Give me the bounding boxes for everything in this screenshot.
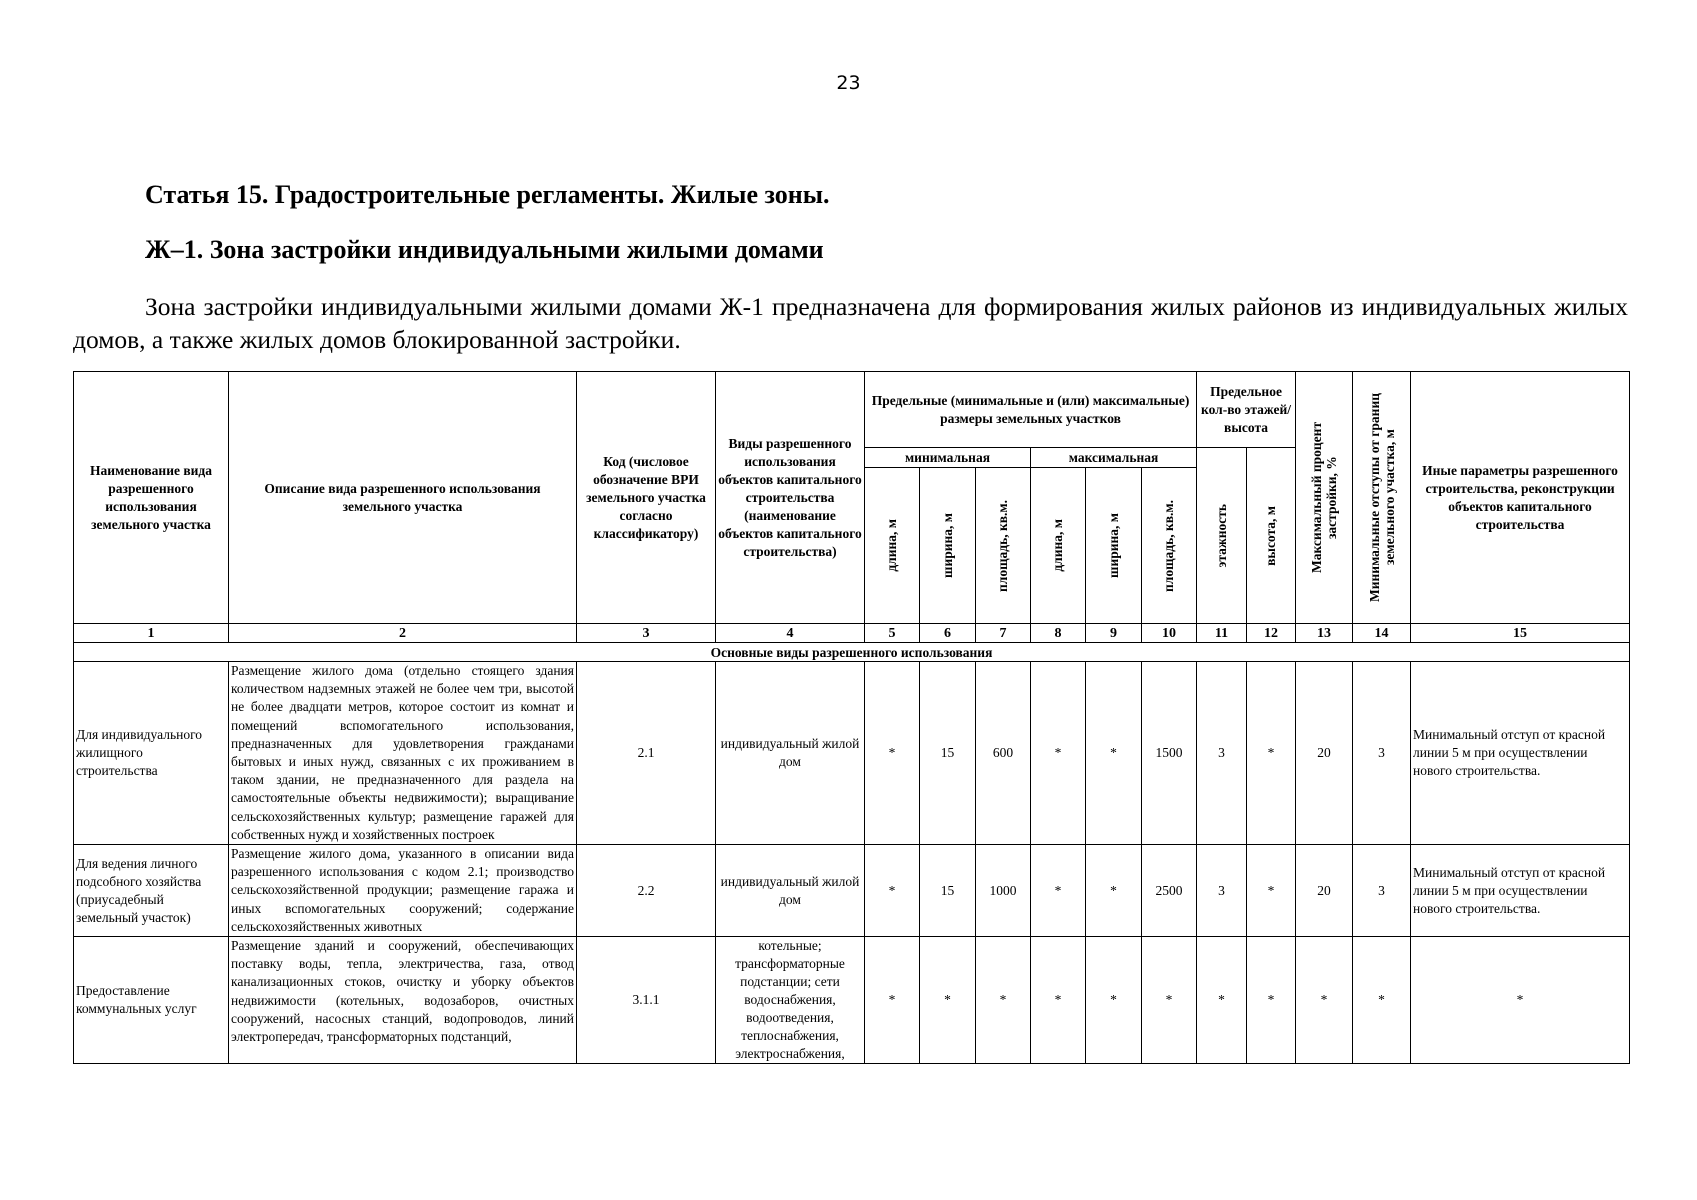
col-num: 14: [1353, 624, 1411, 643]
row-other: Минимальный отступ от красной линии 5 м при осуществлении нового строительства.: [1411, 662, 1630, 845]
col-num: 8: [1031, 624, 1086, 643]
section-title: Основные виды разрешенного использования: [74, 643, 1630, 662]
col-num: 10: [1142, 624, 1197, 643]
header-min-area: площадь, кв.м.: [976, 468, 1031, 624]
row-floors: 3: [1197, 845, 1247, 937]
row-min-width: 15: [920, 845, 976, 937]
zone-heading: Ж–1. Зона застройки индивидуальными жилыми домами: [145, 235, 824, 264]
header-object-types: Виды разрешенного использования объектов капитального строительства (наименование объектов капитального строительства): [716, 372, 865, 624]
row-max-length: *: [1031, 662, 1086, 845]
row-max-area: *: [1142, 937, 1197, 1064]
row-height: *: [1247, 845, 1296, 937]
row-max-width: *: [1086, 937, 1142, 1064]
row-min-length: *: [865, 662, 920, 845]
col-num: 7: [976, 624, 1031, 643]
row-floors: 3: [1197, 662, 1247, 845]
header-floors: этажность: [1197, 448, 1247, 624]
header-max-width: ширина, м: [1086, 468, 1142, 624]
row-percent: 20: [1296, 662, 1353, 845]
row-height: *: [1247, 937, 1296, 1064]
header-floors-group: Предельное кол-во этажей/ высота: [1197, 372, 1296, 448]
col-num: 12: [1247, 624, 1296, 643]
row-setback: 3: [1353, 845, 1411, 937]
row-objects: котельные; трансформаторные подстанции; сети водоснабжения, водоотведения, теплоснабжения, электроснабжения,: [716, 937, 865, 1064]
header-min-setback: Минимальные отступы от границ земельного участка, м: [1353, 372, 1411, 624]
row-objects: индивидуальный жилой дом: [716, 845, 865, 937]
regulations-table: [73, 371, 1630, 1064]
row-percent: 20: [1296, 845, 1353, 937]
row-max-width: *: [1086, 845, 1142, 937]
header-minimal: минимальная: [865, 448, 1031, 468]
table-row: [74, 845, 1630, 937]
row-floors: *: [1197, 937, 1247, 1064]
col-num: 5: [865, 624, 920, 643]
table-row: [74, 662, 1630, 845]
row-percent: *: [1296, 937, 1353, 1064]
table-row: [74, 937, 1630, 1064]
header-min-length: длина, м: [865, 468, 920, 624]
row-max-length: *: [1031, 845, 1086, 937]
row-other: Минимальный отступ от красной линии 5 м при осуществлении нового строительства.: [1411, 845, 1630, 937]
row-description: Размещение жилого дома (отдельно стоящего здания количеством надземных этажей не более чем три, высотой не более двадцати метров, которое состоит из комнат и помещений вспомогательного использования, предназначенных для удовлетворения гражданами бытовых и иных нужд, связанных с их проживанием в таком здании, не предназначенного для раздела на самостоятельные объекты недвижимости); выращивание сельскохозяйственных культур; размещение гаражей для собственных нужд и хозяйственных построек: [229, 662, 577, 845]
row-min-area: 1000: [976, 845, 1031, 937]
header-height: высота, м: [1247, 448, 1296, 624]
row-min-length: *: [865, 937, 920, 1064]
row-code: 2.2: [577, 845, 716, 937]
header-maximal: максимальная: [1031, 448, 1197, 468]
row-min-length: *: [865, 845, 920, 937]
row-setback: 3: [1353, 662, 1411, 845]
col-num: 9: [1086, 624, 1142, 643]
row-setback: *: [1353, 937, 1411, 1064]
row-code: 2.1: [577, 662, 716, 845]
header-max-length: длина, м: [1031, 468, 1086, 624]
header-name: Наименование вида разрешенного использования земельного участка: [74, 372, 229, 624]
article-heading: Статья 15. Градостроительные регламенты. Жилые зоны.: [145, 180, 830, 209]
col-num: 2: [229, 624, 577, 643]
row-min-width: *: [920, 937, 976, 1064]
col-num: 11: [1197, 624, 1247, 643]
col-num: 15: [1411, 624, 1630, 643]
row-name: Для ведения личного подсобного хозяйства (приусадебный земельный участок): [74, 845, 229, 937]
row-name: Предоставление коммунальных услуг: [74, 937, 229, 1064]
row-min-area: *: [976, 937, 1031, 1064]
row-code: 3.1.1: [577, 937, 716, 1064]
column-numbers-row: [74, 624, 1630, 643]
row-max-width: *: [1086, 662, 1142, 845]
header-max-percent: Максимальный процент застройки, %: [1296, 372, 1353, 624]
row-objects: индивидуальный жилой дом: [716, 662, 865, 845]
row-min-area: 600: [976, 662, 1031, 845]
col-num: 1: [74, 624, 229, 643]
row-other: *: [1411, 937, 1630, 1064]
header-code: Код (числовое обозначение ВРИ земельного участка согласно классификатору): [577, 372, 716, 624]
section-row: [74, 643, 1630, 662]
row-height: *: [1247, 662, 1296, 845]
row-max-area: 1500: [1142, 662, 1197, 845]
row-max-area: 2500: [1142, 845, 1197, 937]
row-description: Размещение жилого дома, указанного в описании вида разрешенного использования с кодом 2.1; производство сельскохозяйственной продукции; размещение гаража и иных вспомогательных сооружений; содержание сельскохозяйственных животных: [229, 845, 577, 937]
row-max-length: *: [1031, 937, 1086, 1064]
page-number: 23: [836, 72, 861, 94]
header-other-params: Иные параметры разрешенного строительства, реконструкции объектов капитального строительства: [1411, 372, 1630, 624]
intro-paragraph: Зона застройки индивидуальными жилыми домами Ж-1 предназначена для формирования жилых районов из индивидуальных жилых домов, а также жилых домов блокированной застройки.: [73, 292, 1628, 354]
col-num: 4: [716, 624, 865, 643]
col-num: 6: [920, 624, 976, 643]
col-num: 13: [1296, 624, 1353, 643]
row-description: Размещение зданий и сооружений, обеспечивающих поставку воды, тепла, электричества, газа, отвод канализационных стоков, очистку и уборку объектов недвижимости (котельных, водозаборов, очистных сооружений, насосных станций, водопроводов, линий электропередач, трансформаторных подстанций,: [229, 937, 577, 1064]
col-num: 3: [577, 624, 716, 643]
header-description: Описание вида разрешенного использования земельного участка: [229, 372, 577, 624]
row-min-width: 15: [920, 662, 976, 845]
row-name: Для индивидуального жилищного строительства: [74, 662, 229, 845]
header-min-width: ширина, м: [920, 468, 976, 624]
header-max-area: площадь, кв.м.: [1142, 468, 1197, 624]
header-plot-limits: Предельные (минимальные и (или) максимальные) размеры земельных участков: [865, 372, 1197, 448]
